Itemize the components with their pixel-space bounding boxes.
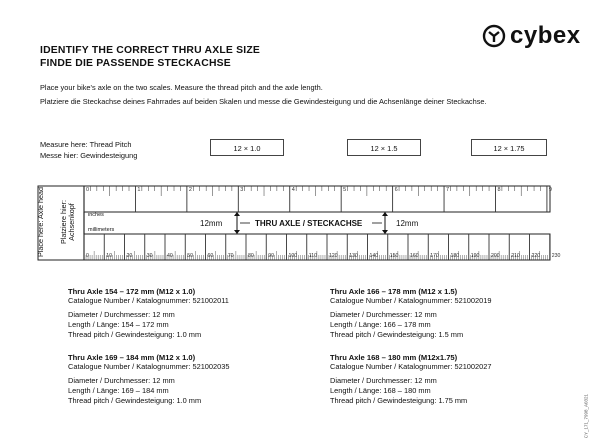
thread-pitch-label-en: Measure here: Thread Pitch xyxy=(40,140,132,149)
mm-tick-label: 170 xyxy=(430,253,439,259)
mm-tick-label: 160 xyxy=(410,253,419,259)
mm-tick-label: 180 xyxy=(450,253,460,259)
right-arrow-down xyxy=(382,230,388,234)
mm-tick-label: 100 xyxy=(288,253,298,259)
axle-3-title: Thru Axle 169 – 184 mm (M12 x 1.0) xyxy=(68,353,196,362)
mm-tick-label: 200 xyxy=(491,253,500,259)
mm-tick-label: 50 xyxy=(187,253,194,259)
pitch-box-1: 12 × 1.0 xyxy=(210,139,284,156)
mm-tick-label: 230 xyxy=(551,253,561,259)
axle-head-box xyxy=(38,186,84,260)
millimeters-label: millimeters xyxy=(88,227,115,233)
mm-tick-label: 110 xyxy=(308,253,318,259)
left-dim-label: 12mm xyxy=(200,219,223,228)
mm-tick-label: 10 xyxy=(106,253,113,259)
inch-tick-label: 6 xyxy=(394,187,398,193)
axle-4-diameter: Diameter / Durchmesser: 12 mm xyxy=(330,376,437,385)
axle-3-catalogue: Catalogue Number / Katalognummer: 521002035 xyxy=(68,362,230,371)
left-arrow-up xyxy=(234,212,240,216)
instructions-de: Platziere die Steckachse deines Fahrrades auf beiden Skalen und messe die Gewindesteigung und die Achsenlänge deiner Steckachse. xyxy=(40,97,487,106)
mm-tick-label: 40 xyxy=(167,253,173,259)
mm-tick-label: 0 xyxy=(86,253,89,259)
axle-head-label-en: Place here: Axle head xyxy=(36,187,45,257)
inch-tick-label: 7 xyxy=(446,187,450,193)
axle-1-diameter: Diameter / Durchmesser: 12 mm xyxy=(68,310,175,319)
inch-rule xyxy=(84,186,550,212)
axle-3-pitch: Thread pitch / Gewindesteigung: 1.0 mm xyxy=(68,396,202,405)
axle-4-title: Thru Axle 168 – 180 mm (M12x1.75) xyxy=(330,353,458,362)
mm-tick-label: 90 xyxy=(268,253,275,259)
axle-4-catalogue: Catalogue Number / Katalognummer: 521002027 xyxy=(330,362,492,371)
axle-2-pitch: Thread pitch / Gewindesteigung: 1.5 mm xyxy=(330,330,464,339)
axle-spec-1 xyxy=(68,287,229,340)
axle-1-length: Length / Länge: 154 – 172 mm xyxy=(68,320,169,329)
axle-2-diameter: Diameter / Durchmesser: 12 mm xyxy=(330,310,437,319)
axle-2-length: Length / Länge: 166 – 178 mm xyxy=(330,320,431,329)
thread-pitch-label-de: Messe hier: Gewindesteigung xyxy=(40,151,138,160)
mm-tick-label: 120 xyxy=(329,253,338,259)
mm-tick-label: 130 xyxy=(349,253,358,259)
right-arrow-up xyxy=(382,212,388,216)
inch-tick-label: 2 xyxy=(188,187,192,193)
pitch-box-2: 12 × 1.5 xyxy=(347,139,421,156)
axle-4-pitch: Thread pitch / Gewindesteigung: 1.75 mm xyxy=(330,396,468,405)
mm-tick-label: 140 xyxy=(369,253,379,259)
left-arrow-down xyxy=(234,230,240,234)
inch-tick-label: 1 xyxy=(137,187,141,193)
mm-tick-label: 60 xyxy=(207,253,214,259)
inch-tick-label: 3 xyxy=(240,187,244,193)
mm-tick-label: 190 xyxy=(470,253,480,259)
right-dim-label: 12mm xyxy=(396,219,419,228)
axle-1-catalogue: Catalogue Number / Katalognummer: 521002011 xyxy=(68,296,229,305)
axle-head-label-de: Platziere hier: Achsenkopf xyxy=(59,200,76,244)
thru-axle-label: THRU AXLE / STECKACHSE xyxy=(255,219,363,228)
axle-2-catalogue: Catalogue Number / Katalognummer: 521002019 xyxy=(330,296,492,305)
inch-tick-label: 8 xyxy=(497,187,501,193)
mm-tick-label: 220 xyxy=(531,253,541,259)
axle-3-length: Length / Länge: 169 – 184 mm xyxy=(68,386,169,395)
inch-tick-label: 5 xyxy=(343,187,347,193)
axle-4-length: Length / Länge: 168 – 180 mm xyxy=(330,386,431,395)
axle-2-title: Thru Axle 166 – 178 mm (M12 x 1.5) xyxy=(330,287,458,296)
inches-label: inches xyxy=(88,212,104,218)
axle-spec-3 xyxy=(68,353,229,406)
instructions-en: Place your bike's axle on the two scales. Measure the thread pitch and the axle length. xyxy=(40,83,323,92)
pitch-box-3: 12 × 1.75 xyxy=(471,139,547,156)
document-id: CY_171_7998_A0321 xyxy=(583,394,588,438)
page-subtitle: FINDE DIE PASSENDE STECKACHSE xyxy=(40,58,231,69)
inch-tick-label: 4 xyxy=(291,187,295,193)
mm-tick-label: 20 xyxy=(126,253,133,259)
axle-spec-4 xyxy=(330,353,491,406)
mm-tick-label: 150 xyxy=(389,253,399,259)
page-title: IDENTIFY THE CORRECT THRU AXLE SIZE xyxy=(40,45,261,56)
inch-tick-label: 9 xyxy=(548,187,552,193)
axle-spec-2 xyxy=(330,287,491,340)
axle-1-title: Thru Axle 154 – 172 mm (M12 x 1.0) xyxy=(68,287,196,296)
axle-1-pitch: Thread pitch / Gewindesteigung: 1.0 mm xyxy=(68,330,202,339)
mm-tick-label: 30 xyxy=(146,253,153,259)
mm-tick-label: 210 xyxy=(511,253,520,259)
mm-tick-label: 80 xyxy=(248,253,254,259)
inch-tick-label: 0 xyxy=(86,187,90,193)
mm-tick-label: 70 xyxy=(227,253,234,259)
brand-name: cybex xyxy=(510,22,581,49)
axle-3-diameter: Diameter / Durchmesser: 12 mm xyxy=(68,376,175,385)
